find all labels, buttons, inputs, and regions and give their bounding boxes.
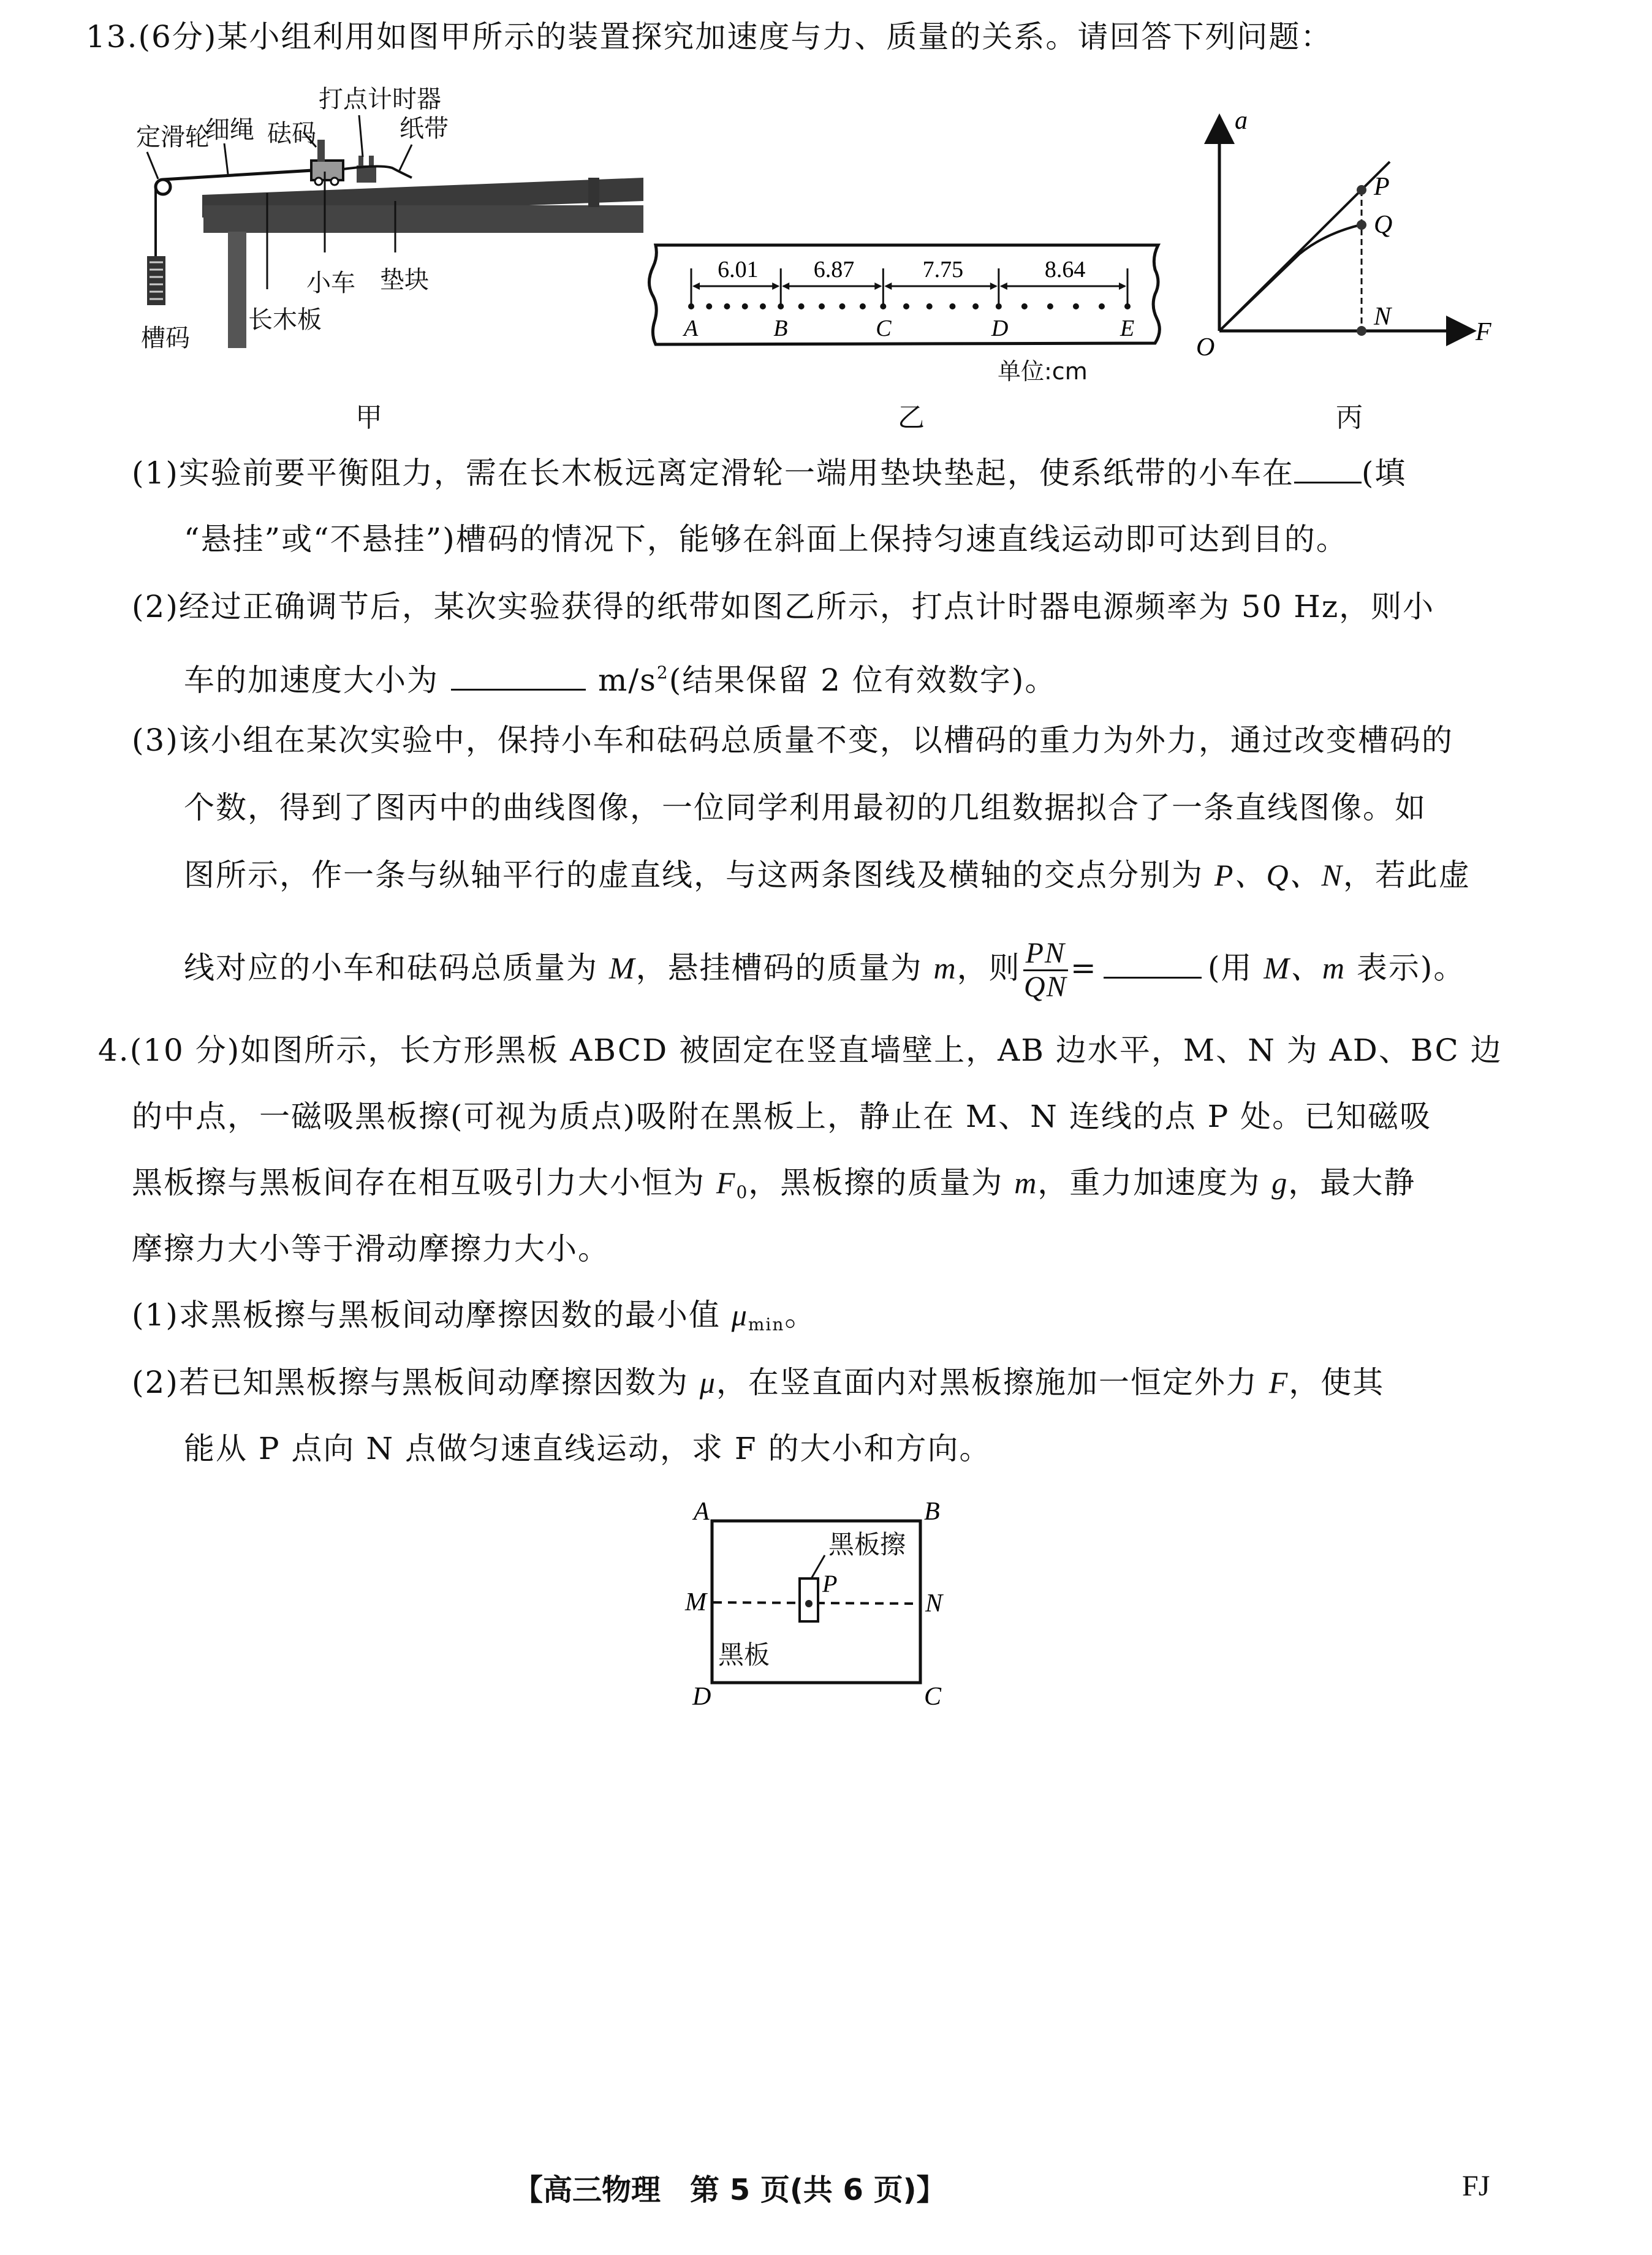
text: (1)求黑板擦与黑板间动摩擦因数的最小值: [132, 1297, 732, 1333]
label-Q: Q: [1374, 211, 1393, 239]
label-string: 细绳: [205, 116, 254, 144]
q13-part2-line2: [184, 654, 1056, 699]
text: ，重力加速度为: [1037, 1165, 1272, 1200]
label-cart: 小车: [306, 269, 355, 297]
table-top: [203, 205, 643, 233]
text: ，使其: [1289, 1365, 1385, 1400]
segment-length: 8.64: [1044, 257, 1086, 282]
caption-bing: 丙: [1336, 402, 1363, 433]
text: 线对应的小车和砝码总质量为: [184, 950, 609, 986]
fraction-PN-QN: [1023, 938, 1068, 1003]
q13-part2-text-b: (结果保留 2 位有效数字)。: [669, 662, 1057, 698]
dot-B: [778, 303, 784, 309]
corner-D: D: [692, 1683, 711, 1711]
point-label-E: E: [1120, 316, 1135, 341]
axis-x-label: F: [1476, 318, 1491, 346]
q13-part3-line2: 个数，得到了图丙中的曲线图像，一位同学利用最初的几组数据拟合了一条直线图像。如: [184, 790, 1427, 825]
var-F: F: [1268, 1365, 1289, 1400]
dot: [819, 303, 825, 309]
text: ，悬挂槽码的质量为: [635, 950, 934, 986]
label-P: P: [1374, 173, 1390, 201]
var-m: m: [1014, 1165, 1038, 1200]
label-N: N: [925, 1590, 943, 1618]
segment-length: 7.75: [922, 257, 964, 282]
text: ，黑板擦的质量为: [748, 1165, 1015, 1200]
unit-sup: 2: [656, 662, 669, 683]
caption-yi: 乙: [898, 402, 925, 433]
unit-text: m/s: [598, 662, 657, 698]
dot: [860, 303, 866, 309]
q13-part3-line1: (3)该小组在某次实验中，保持小车和砝码总质量不变，以槽码的重力为外力，通过改变槽码的: [132, 722, 1453, 758]
var-mu-sub: min: [748, 1314, 785, 1335]
point-label-C: C: [876, 316, 892, 341]
answer-blank-3[interactable]: [1104, 976, 1202, 979]
dot: [706, 303, 712, 309]
dot-C: [880, 303, 886, 309]
label-M: M: [685, 1588, 707, 1616]
q13-header: 13.(6分)某小组利用如图甲所示的装置探究加速度与力、质量的关系。请回答下列问题：: [86, 19, 1333, 55]
q14-line3: [132, 1164, 1415, 1211]
point-P: [1357, 185, 1366, 195]
q14-part2-line2: 能从 P 点向 N 点做匀速直线运动，求 F 的大小和方向。: [184, 1431, 991, 1466]
q13-part2-text: 车的加速度大小为: [184, 662, 439, 698]
table-leg: [228, 232, 246, 348]
q14-line1: 4.(10 分)如图所示，长方形黑板 ABCD 被固定在竖直墙壁上，AB 边水平，M、N 为 AD、BC 边: [98, 1033, 1502, 1068]
label-block: 垫块: [380, 266, 429, 294]
point-label-B: B: [773, 316, 788, 341]
pulley-icon: [156, 180, 170, 194]
frac-numerator: PN: [1023, 938, 1068, 971]
text: (2)若已知黑板擦与黑板间动摩擦因数为: [132, 1365, 700, 1400]
corner-B: B: [924, 1498, 940, 1526]
dot: [839, 303, 845, 309]
text: 表示)。: [1346, 950, 1466, 986]
dot: [1021, 303, 1028, 309]
q14-line4: 摩擦力大小等于滑动摩擦力大小。: [132, 1231, 610, 1267]
dot: [903, 303, 909, 309]
footer-code: FJ: [1462, 2170, 1490, 2202]
text: ，在竖直面内对黑板擦施加一恒定外力: [716, 1365, 1269, 1400]
hook-weight: [147, 256, 165, 305]
q13-part1-text-b: (填: [1361, 455, 1407, 491]
dot: [1073, 303, 1079, 309]
q13-part1-line1: [132, 455, 1406, 491]
dot: [798, 303, 805, 309]
segment-length: 6.01: [718, 257, 759, 282]
q14-part1: [132, 1297, 816, 1343]
footer-title: 【高三物理 第 5 页(共 6 页)】: [513, 2173, 946, 2207]
corner-A: A: [694, 1498, 710, 1526]
tape-unit: 单位:cm: [998, 358, 1088, 385]
q13-part3-line3: [184, 857, 1471, 893]
point-Q: [1357, 220, 1366, 230]
dot-E: [1124, 303, 1131, 309]
equals: =: [1070, 950, 1097, 986]
cart: [311, 161, 343, 180]
answer-blank-2[interactable]: [451, 688, 586, 691]
axis-y-label: a: [1235, 107, 1248, 135]
label-eraser: 黑板擦: [828, 1529, 906, 1560]
text: 。: [784, 1297, 817, 1333]
dot-D: [996, 303, 1002, 309]
corner-C: C: [924, 1683, 942, 1711]
vars-M-m: M、m: [1264, 950, 1346, 985]
label-P: P: [822, 1570, 838, 1597]
answer-blank-1[interactable]: [1294, 481, 1362, 483]
q13-part3-text: 图所示，作一条与纵轴平行的虚直线，与这两条图线及横轴的交点分别为: [184, 857, 1214, 893]
text: ，则: [957, 950, 1021, 986]
label-blackboard: 黑板: [718, 1640, 770, 1670]
dot-A: [688, 303, 694, 309]
q13-part3-line4: [184, 938, 1465, 1003]
pad-block: [588, 178, 599, 207]
point-label-A: A: [684, 316, 699, 341]
q13-part1-text: (1)实验前要平衡阻力，需在长木板远离定滑轮一端用垫块垫起，使系纸带的小车在: [132, 455, 1294, 491]
dot: [1099, 303, 1105, 309]
frac-denominator: QN: [1023, 971, 1067, 1003]
dot: [1047, 303, 1053, 309]
q13-part3-text-b: ，若此虚: [1343, 857, 1471, 893]
point-label-D: D: [991, 316, 1009, 341]
var-m: m: [933, 950, 957, 985]
var-mu: μ: [699, 1365, 716, 1400]
label-weight: 砝码: [267, 119, 316, 148]
q14-part2-line1: [132, 1364, 1384, 1401]
label-hook-weight: 槽码: [141, 324, 190, 352]
var-F: F: [716, 1165, 737, 1200]
var-mu: μ: [731, 1298, 748, 1332]
dot: [724, 303, 730, 309]
point-N: [1357, 326, 1366, 336]
label-timer: 打点计时器: [319, 85, 441, 113]
q13-part1-line2: “悬挂”或“不悬挂”)槽码的情况下，能够在斜面上保持匀速直线运动即可达到目的。: [184, 521, 1348, 557]
weight-on-cart: [317, 140, 325, 162]
q14-line2: 的中点，一磁吸黑板擦(可视为质点)吸附在黑板上，静止在 M、N 连线的点 P 处。已知磁吸: [132, 1099, 1432, 1134]
label-tape: 纸带: [400, 115, 449, 143]
text: (用: [1207, 950, 1264, 986]
label-N: N: [1374, 303, 1392, 331]
label-board: 长木板: [248, 306, 322, 334]
var-g: g: [1271, 1165, 1289, 1200]
dot: [742, 303, 748, 309]
point-P-dot: [805, 1600, 813, 1607]
points-vars: P、Q、N: [1214, 858, 1343, 892]
dot: [760, 303, 766, 309]
figure-bing-graph: [1183, 98, 1526, 441]
figure-blackboard: [662, 1483, 1005, 1716]
label-pulley: 定滑轮: [136, 123, 210, 151]
var-M: M: [608, 950, 636, 985]
dot: [926, 303, 933, 309]
text: ，最大静: [1288, 1165, 1416, 1200]
caption-jia: 甲: [355, 402, 382, 433]
dot: [949, 303, 955, 309]
dot: [972, 303, 979, 309]
origin-label: O: [1196, 333, 1215, 362]
string: [163, 170, 313, 180]
q13-part2-line1: (2)经过正确调节后，某次实验获得的纸带如图乙所示，打点计时器电源频率为 50 Hz，则小: [132, 589, 1435, 624]
data-curve: [1219, 225, 1360, 331]
var-F-sub: 0: [736, 1182, 749, 1202]
text: 黑板擦与黑板间存在相互吸引力大小恒为: [132, 1165, 716, 1200]
segment-length: 6.87: [813, 257, 855, 282]
